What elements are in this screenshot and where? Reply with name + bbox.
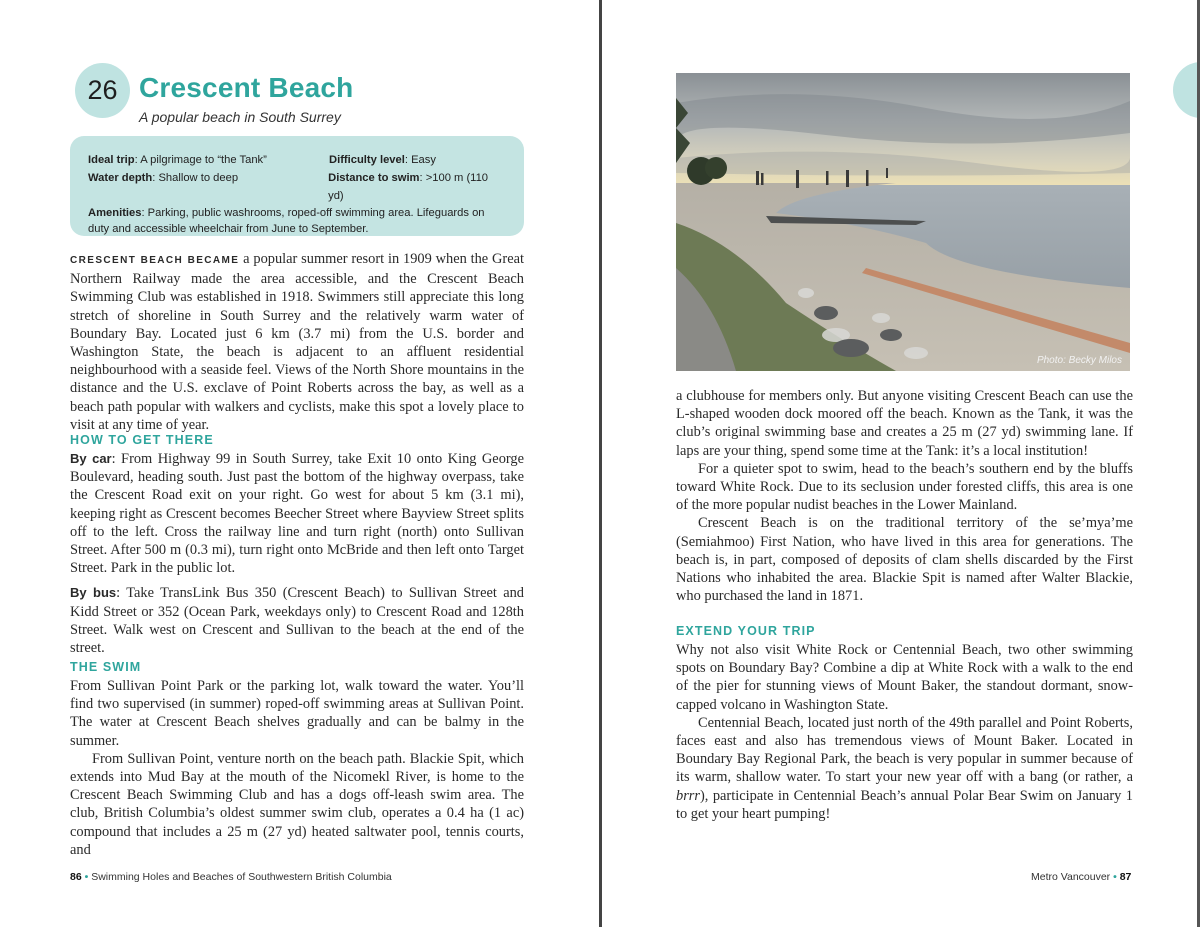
extend-p2-emphasis: brrr xyxy=(676,787,700,804)
beach-photo xyxy=(676,73,1130,371)
how-to-get-there-body xyxy=(70,450,524,657)
water-depth-label: Water depth xyxy=(88,172,153,184)
left-footer xyxy=(70,871,392,883)
intro-lead: CRESCENT BEACH BECAME xyxy=(70,255,240,266)
bullet-dot: • xyxy=(1113,871,1117,883)
water-depth-value: : Shallow to deep xyxy=(152,172,239,184)
page-subtitle: A popular beach in South Surrey xyxy=(139,109,341,125)
ideal-trip xyxy=(88,151,329,169)
page-title: Crescent Beach xyxy=(139,72,354,103)
bullet-dot: • xyxy=(84,871,89,883)
the-swim-body xyxy=(70,677,524,859)
amenities-label: Amenities xyxy=(88,207,142,219)
continued-paragraph-2: For a quieter spot to swim, head to the beach’s southern end by the bluffs toward White Rock. Due to its seclusion under forested cliffs, this area is one of the more popular nudist beaches in the Lower Mainland. xyxy=(676,460,1133,514)
distance-label: Distance to swim xyxy=(328,172,420,184)
beach-scene-illustration xyxy=(676,73,1130,371)
extend-paragraph-2 xyxy=(676,714,1133,823)
extend-p2-end: ), participate in Centennial Beach’s annual Polar Bear Swim on January 1 to get your heart pumping! xyxy=(676,787,1133,822)
swim-paragraph-1: From Sullivan Point Park or the parking lot, walk toward the water. You’ll find two supervised (in summer) roped-off swimming areas at Sullivan Point. The water at Crescent Beach shelves gradually and can be balmy in the summer. xyxy=(70,678,524,749)
heading-the-swim: THE SWIM xyxy=(70,660,142,674)
by-car-text: : From Highway 99 in South Surrey, take Exit 10 onto King George Boulevard, heading south. Just past the bottom of the highway overpass, take the Crescent Road exit on your right. Go west for about 5 km (3.1 mi), keeping right as Crescent becomes Beecher Street where Bayview Street splits off to the left. Cross the railway line and turn right (north) onto Sullivan Street. After 500 m (0.3 mi), turn right onto McBride and then left onto Target Street. Park in the public lot. xyxy=(70,451,524,577)
book-title: Swimming Holes and Beaches of Southwestern British Columbia xyxy=(91,871,392,883)
difficulty-value: : Easy xyxy=(404,154,436,166)
difficulty xyxy=(329,151,436,169)
by-bus-text: : Take TransLink Bus 350 (Crescent Beach) to Sullivan Street and Kidd Street or 352 (Ocean Park, weekdays only) to Crescent Road and 128th Street. Walk west on Crescent and Sullivan to the beach at the end of the street. xyxy=(70,585,525,657)
info-box xyxy=(70,136,524,236)
intro-paragraph xyxy=(70,250,524,434)
distance xyxy=(328,169,506,205)
difficulty-label: Difficulty level xyxy=(329,154,405,166)
right-page-number: 87 xyxy=(1119,871,1132,883)
extend-your-trip-body xyxy=(676,641,1133,823)
ideal-trip-label: Ideal trip xyxy=(88,154,135,166)
right-footer xyxy=(1031,871,1131,883)
heading-how-to-get-there: HOW TO GET THERE xyxy=(70,433,214,447)
info-row-1 xyxy=(88,151,506,169)
info-row-2 xyxy=(88,169,506,205)
distance-value: : >100 m (110 yd) xyxy=(328,172,489,202)
by-bus-label: By bus xyxy=(70,585,117,601)
continued-body xyxy=(676,387,1133,605)
continued-paragraph-1: a clubhouse for members only. But anyone visiting Crescent Beach can use the L-shaped wooden dock moored off the beach. Known as the Tank, it was the club’s original swimming base and creates a 25 m (27 yd) swimming lane. If laps are your thing, spend some time at the Tank: it’s a local institution! xyxy=(676,388,1133,459)
ideal-trip-value: : A pilgrimage to “the Tank” xyxy=(134,154,267,166)
swim-paragraph-2: From Sullivan Point, venture north on the beach path. Blackie Spit, which extends into Mud Bay at the mouth of the Nicomekl River, is home to the Crescent Beach Swimming Club and has a dogs off-leash swim area. The club, British Columbia’s oldest summer swim club, operates a 0.4 ha (1 ac) compound that includes a 25 m (27 yd) heated saltwater pool, tennis courts, and xyxy=(70,750,524,858)
continued-paragraph-3: Crescent Beach is on the traditional territory of the se’mya’me (Semiahmoo) First Nation, who have lived in this area for generations. The beach is, in part, composed of deposits of clam shells discarded by the First Nations who inhabited the area. Blackie Spit is named after Walter Blackie, who purchased the land in 1871. xyxy=(676,515,1133,605)
entry-number-badge: 26 xyxy=(75,63,130,118)
by-car-paragraph xyxy=(70,450,524,577)
intro-text: a popular summer resort in 1909 when the Great Northern Railway made the area accessible, and the Crescent Beach Swimming Club was established in 1918. Swimmers still appreciate this long stretch of shoreline in South Surrey and the relatively warm water of Boundary Bay. Located just 6 km (3.7 mi) from the U.S. border and Washington State, the beach is adjacent to an affluent residential neighbourhood with a seaside feel. Views of the North Shore mountains in the distance and the U.S. exclave of Point Roberts across the bay, as well as a beach path popular with walkers and cyclists, make this spot a lovely place to visit at any time of year. xyxy=(70,251,524,433)
amenities xyxy=(88,206,506,237)
section-name: Metro Vancouver xyxy=(1031,871,1111,883)
heading-extend-your-trip: EXTEND YOUR TRIP xyxy=(676,624,816,638)
photo-credit: Photo: Becky Milos xyxy=(1036,355,1122,366)
by-bus-paragraph xyxy=(70,584,524,657)
by-car-label: By car xyxy=(70,451,112,466)
extend-paragraph-1: Why not also visit White Rock or Centennial Beach, two other swimming spots on Boundary Bay? Combine a dip at White Rock with a walk to the end of the pier for stunning views of Mount Baker, the standout dormant, snow-capped volcano in Washington State. xyxy=(676,642,1133,713)
left-page xyxy=(0,0,599,927)
water-depth xyxy=(88,169,328,205)
amenities-value: : Parking, public washrooms, roped-off swimming area. Lifeguards on duty and accessible wheelchair from June to September. xyxy=(88,207,485,235)
extend-p2-start: Centennial Beach, located just north of the 49th parallel and Point Roberts, faces east and also has tremendous views of Mount Baker. Located in Boundary Bay Regional Park, the beach is very popular in summer because of its warm, shallow water. To start your new year off with a bang (or rather, a xyxy=(676,714,1133,786)
left-page-number: 86 xyxy=(70,871,82,883)
